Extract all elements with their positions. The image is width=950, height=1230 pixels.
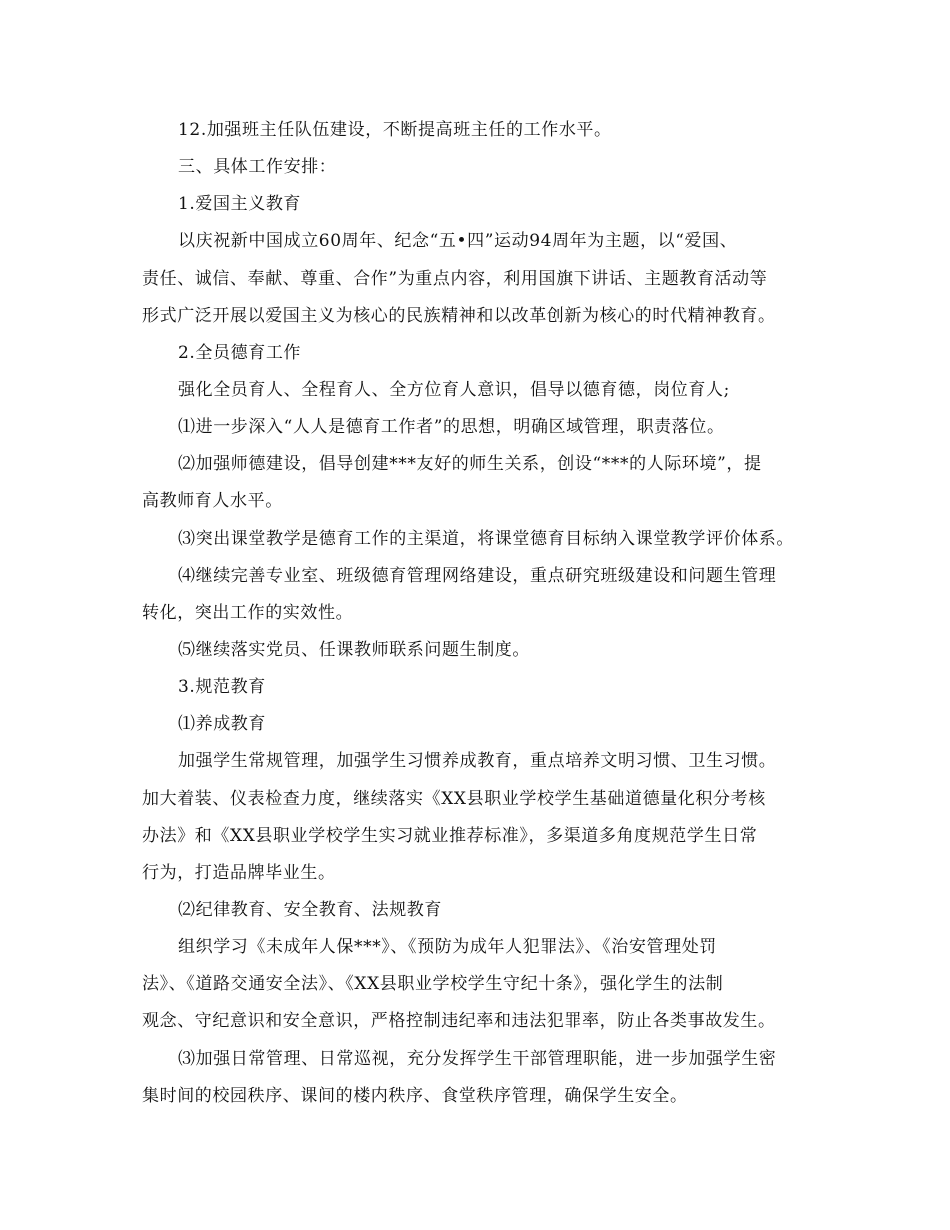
- paragraph-line: 责任、诚信、奉献、尊重、合作”为重点内容，利用国旗下讲话、主题教育活动等: [142, 268, 768, 289]
- paragraph-line: 加大着装、仪表检查力度，继续落实《XX县职业学校学生基础道德量化积分考核: [142, 788, 766, 809]
- paragraph-line: 集时间的校园秩序、课间的楼内秩序、食堂秩序管理，确保学生安全。: [142, 1085, 688, 1106]
- list-item: ⑵加强师德建设，倡导创建***友好的师生关系，创设“***的人际环境”，提: [178, 454, 762, 475]
- paragraph-line: 形式广泛开展以爱国主义为核心的民族精神和以改革创新为核心的时代精神教育。: [142, 305, 776, 326]
- subheading-moral-education: 2.全员德育工作: [178, 342, 302, 363]
- paragraph-line: 高教师育人水平。: [142, 491, 283, 512]
- list-item: ⑵纪律教育、安全教育、法规教育: [178, 899, 442, 920]
- paragraph-line: 法》、《道路交通安全法》、《XX县职业学校学生守纪十条》，强化学生的法制: [142, 974, 724, 995]
- list-item: ⑶加强日常管理、日常巡视，充分发挥学生干部管理职能，进一步加强学生密: [178, 1048, 777, 1069]
- paragraph-line: 加强学生常规管理，加强学生习惯养成教育，重点培养文明习惯、卫生习惯。: [178, 751, 777, 772]
- paragraph-line: 转化，突出工作的实效性。: [142, 602, 354, 623]
- paragraph-line: 观念、守纪意识和安全意识，严格控制违纪率和违法犯罪率，防止各类事故发生。: [142, 1011, 776, 1032]
- subheading-standard-education: 3.规范教育: [178, 677, 266, 698]
- paragraph-line: 行为，打造品牌毕业生。: [142, 862, 336, 883]
- paragraph-line: 强化全员育人、全程育人、全方位育人意识，倡导以德育德，岗位育人;: [178, 379, 730, 400]
- list-item: ⑶突出课堂教学是德育工作的主渠道，将课堂德育目标纳入课堂教学评价体系。: [178, 528, 794, 549]
- subheading-patriotic-education: 1.爱国主义教育: [178, 194, 302, 215]
- paragraph-line: 组织学习《未成年人保***》、《预防为成年人犯罪法》、《治安管理处罚: [178, 937, 717, 958]
- paragraph-line: 办法》和《XX县职业学校学生实习就业推荐标准》，多渠道多角度规范学生日常: [142, 825, 758, 846]
- list-item: ⑴养成教育: [178, 714, 266, 735]
- list-item: ⑷继续完善专业室、班级德育管理网络建设，重点研究班级建设和问题生管理: [178, 565, 777, 586]
- list-item: ⑴进一步深入“人人是德育工作者”的思想，明确区域管理，职责落位。: [178, 417, 725, 438]
- paragraph-line: 以庆祝新中国成立60周年、纪念“五•四”运动94周年为主题，以“爱国、: [178, 231, 738, 252]
- list-item-12: 12.加强班主任队伍建设，不断提高班主任的工作水平。: [178, 120, 612, 140]
- section-heading-3: 三、具体工作安排：: [178, 157, 337, 178]
- list-item: ⑸继续落实党员、任课教师联系问题生制度。: [178, 639, 530, 660]
